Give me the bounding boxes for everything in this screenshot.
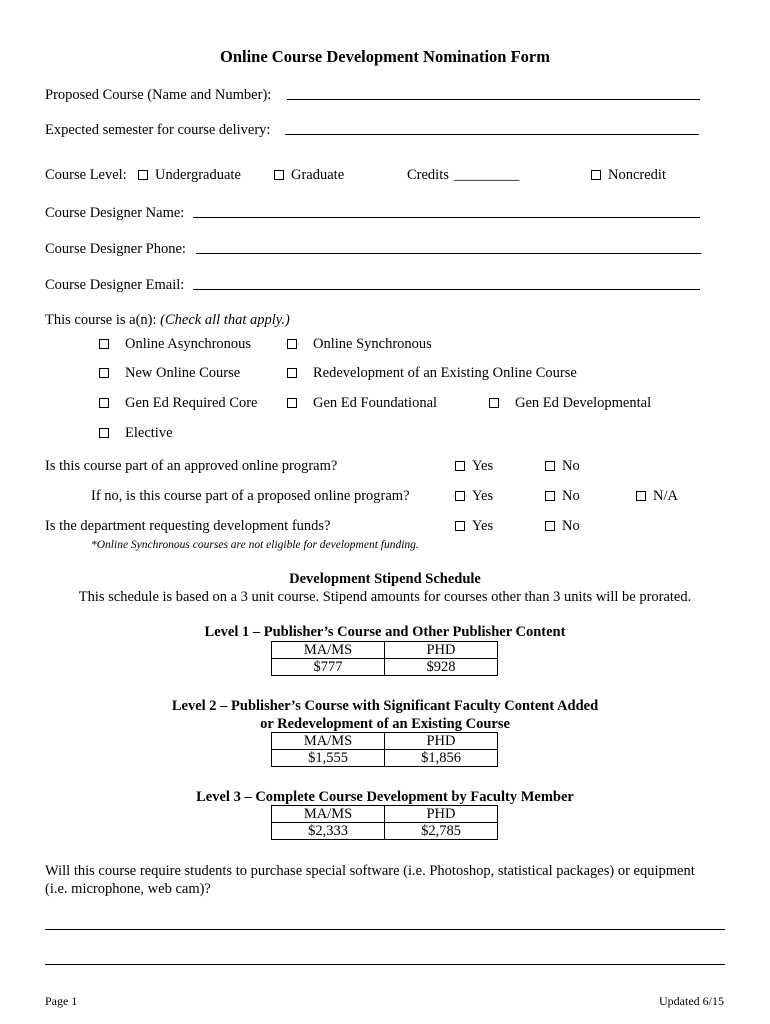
option-elective[interactable]: Elective [99,424,173,442]
q3-no-option[interactable]: No [545,517,580,535]
checkbox[interactable] [636,491,646,501]
expected-semester-field[interactable] [285,134,699,135]
option-gen-ed-developmental[interactable]: Gen Ed Developmental [489,394,651,412]
option-online-asynchronous[interactable]: Online Asynchronous [99,335,251,353]
level3-table [271,805,498,840]
proposed-course-field[interactable] [287,99,700,100]
q2-no-option[interactable]: No [545,487,580,505]
level2-phd-value: $1,856 [385,750,498,767]
checkbox[interactable] [545,461,555,471]
col-phd: PHD [385,733,498,750]
col-ma-ms: MA/MS [272,642,385,659]
software-question-line1: Will this course require students to purchase special software (i.e. Photoshop, statistical packages) or equipment [45,863,695,879]
level2-ma-value: $1,555 [272,750,385,767]
col-phd: PHD [385,642,498,659]
option-gen-ed-required-core[interactable]: Gen Ed Required Core [99,394,257,412]
checkbox[interactable] [545,521,555,531]
credits-field[interactable]: _________ [454,167,520,183]
designer-email-label: Course Designer Email: [45,277,185,293]
undergraduate-checkbox[interactable] [138,170,148,180]
expected-semester-label: Expected semester for course delivery: [45,122,271,138]
credits-label: Credits [407,167,449,183]
checkbox[interactable] [99,339,109,349]
level1-phd-value: $928 [385,659,498,676]
noncredit-checkbox[interactable] [591,170,601,180]
q2-yes-option[interactable]: Yes [455,487,493,505]
course-type-prompt: This course is a(n): (Check all that apply.) [45,312,290,328]
stipend-subtitle: This schedule is based on a 3 unit course. Stipend amounts for courses other than 3 units will be prorated. [78,589,692,605]
software-answer-line-1[interactable] [45,929,725,930]
option-gen-ed-foundational[interactable]: Gen Ed Foundational [287,394,437,412]
funding-note: *Online Synchronous courses are not eligible for development funding. [91,539,419,551]
option-new-online-course[interactable]: New Online Course [99,364,240,382]
designer-email-field[interactable] [193,289,700,290]
software-question-line2: (i.e. microphone, web cam)? [45,881,211,897]
level2-title-line2: or Redevelopment of an Existing Course [260,716,510,732]
designer-phone-field[interactable] [196,253,701,254]
option-online-synchronous[interactable]: Online Synchronous [287,335,432,353]
noncredit-option[interactable]: Noncredit [591,166,666,184]
checkbox[interactable] [545,491,555,501]
form-title: Online Course Development Nomination Form [220,47,550,66]
question-approved-program: Is this course part of an approved online program? [45,458,338,474]
course-level-label: Course Level: [45,167,127,183]
checkbox[interactable] [489,398,499,408]
level1-title: Level 1 – Publisher’s Course and Other Publisher Content [204,624,566,640]
designer-name-field[interactable] [193,217,700,218]
page-number: Page 1 [45,994,78,1008]
checkbox[interactable] [287,339,297,349]
q3-yes-option[interactable]: Yes [455,517,493,535]
checkbox[interactable] [99,398,109,408]
graduate-option[interactable]: Graduate [274,166,344,184]
col-ma-ms: MA/MS [272,733,385,750]
designer-name-label: Course Designer Name: [45,205,185,221]
q2-na-option[interactable]: N/A [636,487,678,505]
question-development-funds: Is the department requesting development funds? [45,518,331,534]
level2-table [271,732,498,767]
software-answer-line-2[interactable] [45,964,725,965]
updated-date: Updated 6/15 [659,994,724,1008]
level3-phd-value: $2,785 [385,823,498,840]
graduate-checkbox[interactable] [274,170,284,180]
checkbox[interactable] [99,368,109,378]
checkbox[interactable] [455,461,465,471]
undergraduate-option[interactable]: Undergraduate [138,166,241,184]
q1-no-option[interactable]: No [545,457,580,475]
level3-ma-value: $2,333 [272,823,385,840]
question-proposed-program: If no, is this course part of a proposed online program? [91,488,410,504]
col-phd: PHD [385,806,498,823]
designer-phone-label: Course Designer Phone: [45,241,186,257]
level2-title: Level 2 – Publisher’s Course with Significant Faculty Content Added [171,698,599,714]
proposed-course-label: Proposed Course (Name and Number): [45,87,272,103]
option-redevelopment[interactable]: Redevelopment of an Existing Online Course [287,364,577,382]
q1-yes-option[interactable]: Yes [455,457,493,475]
checkbox[interactable] [287,368,297,378]
stipend-heading: Development Stipend Schedule [289,571,481,587]
level1-ma-value: $777 [272,659,385,676]
checkbox[interactable] [287,398,297,408]
level1-table [271,641,498,676]
checkbox[interactable] [455,521,465,531]
col-ma-ms: MA/MS [272,806,385,823]
checkbox[interactable] [455,491,465,501]
level3-title: Level 3 – Complete Course Development by Faculty Member [196,789,574,805]
checkbox[interactable] [99,428,109,438]
